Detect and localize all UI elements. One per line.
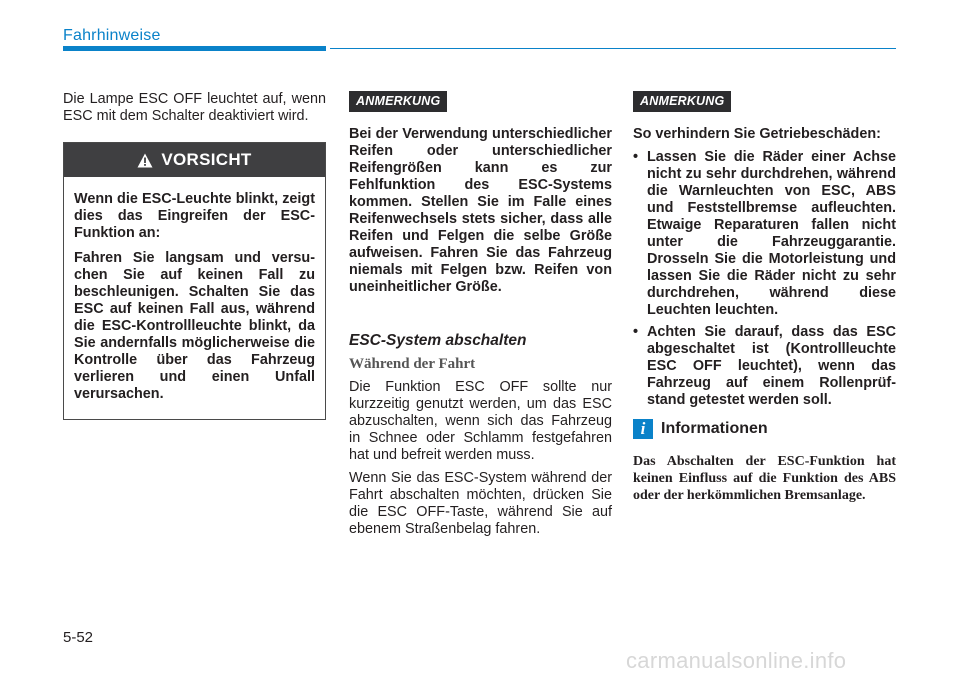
note-intro: So verhindern Sie Getriebeschäden: (633, 126, 881, 142)
page-number: 5-52 (63, 629, 94, 646)
body-paragraph: Wenn Sie das ESC-System während der Fahrt abschalten möchten, drücken Sie die ESC OFF-Taste, während Sie auf ebenem Straßenbelag fahren. (349, 470, 612, 537)
header-rule-thick (63, 46, 326, 51)
watermark: carmanualsonline.info (626, 648, 847, 673)
intro-paragraph: Die Lampe ESC OFF leuchtet auf, wenn ESC mit dem Schalter deaktiviert wird. (63, 91, 326, 124)
info-icon: i (633, 419, 653, 439)
list-item: • Achten Sie darauf, dass das ESC abgeschaltet ist (Kontrollleuchte ESC OFF leuchtet), wenn das Fahrzeug auf einem Rollenprüfstand getestet werden soll. (633, 324, 896, 409)
note-label: ANMERKUNG (349, 91, 447, 112)
column-middle (349, 91, 612, 544)
header-rule-thin (330, 48, 896, 49)
section-header-title: Fahrhinweise (63, 27, 161, 44)
warning-triangle-icon (137, 153, 153, 168)
note-bullet-list (633, 149, 896, 409)
info-text: Das Abschalten der ESC-Funktion hat keinen Einfluss auf die Funktion des ABS oder der herkömmlichen Bremsanlage. (633, 454, 896, 503)
caution-body (64, 177, 325, 419)
caution-paragraph: Wenn die ESC-Leuchte blinkt, zeigt dies das Eingreifen der ESC-Funktion an: (74, 191, 315, 241)
body-paragraph: Die Funktion ESC OFF sollte nur kurzzeitig genutzt werden, um das ESC abzuschalten, wenn sich das Fahrzeug in Schnee oder Schlamm festgefahren hat und befreit werden muss. (349, 379, 612, 463)
column-right (633, 91, 896, 518)
info-title: Informationen (661, 420, 768, 437)
caution-box (63, 142, 326, 420)
list-item: • Lassen Sie die Räder einer Achse nicht zu sehr durchdrehen, während die Warnleuchten von ESC, ABS und Feststellbremse aufleuchten. Etwaige Reparaturen fallen nicht unter die Fahrzeuggarantie. Drosseln Sie die Motorleistung und lassen Sie die Räder nicht zu sehr durchdrehen, während diese Leuchten leuchten. (633, 149, 896, 319)
note-label: ANMERKUNG (633, 91, 731, 112)
subsection-title: Während der Fahrt (349, 356, 476, 372)
caution-header (64, 143, 325, 177)
caution-paragraph: Fahren Sie langsam und versuchen Sie auf keinen Fall zu beschleunigen. Schalten Sie das ESC auf keinen Fall aus, während die ESC-Kontrollleuchte blinkt, da Sie andernfalls möglicherweise die Kontrolle über das Fahrzeug verlieren und einen Unfall verursachen. (74, 250, 315, 402)
section-title: ESC-System abschalten (349, 332, 527, 349)
note-text: Bei der Verwendung unterschiedlicher Reifen oder unterschiedlicher Reifengrößen kann es zur Fehlfunktion des ESC-Systems kommen. Stellen Sie im Falle eines Reifenwechsels stets sicher, dass alle Reifen und Felgen die selbe Größe aufweisen. Fahren Sie das Fahrzeug niemals mit Felgen bzw. Reifen von uneinheitlicher Größe. (349, 126, 612, 295)
caution-title: VORSICHT (161, 150, 252, 169)
info-header (633, 419, 896, 439)
column-left (63, 91, 326, 420)
